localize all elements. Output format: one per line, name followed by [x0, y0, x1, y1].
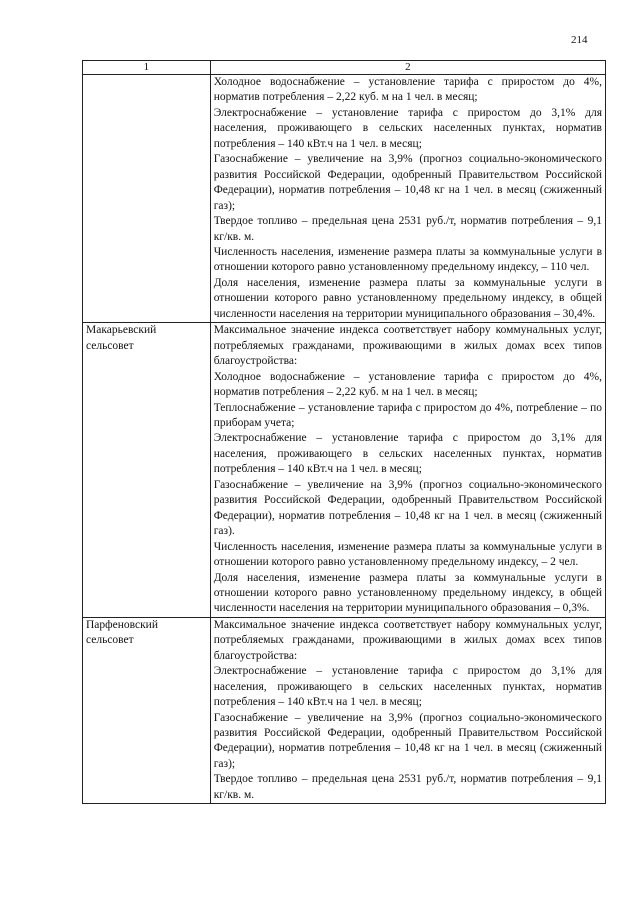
row-name: Макарьевский сельсовет — [83, 323, 211, 618]
paragraph: Доля населения, изменение размера платы за коммунальные услуги в отношении которого равно установленному предельному индексу, в общей численности населения на территории муниципального образования – 0,3%. — [213, 571, 602, 615]
paragraph: Численность населения, изменение размера платы за коммунальные услуги в отношении которого равно установленному предельному индексу, – 110 чел. — [213, 245, 602, 274]
paragraph: Численность населения, изменение размера платы за коммунальные услуги в отношении которого равно установленному предельному индексу, – 2 чел. — [213, 540, 602, 569]
paragraph: Электроснабжение – установление тарифа с приростом до 3,1% для населения, проживающего в сельских населенных пунктах, норматив потребления – 140 кВт.ч на 1 чел. в месяц; — [213, 665, 602, 709]
paragraph: Твердое топливо – предельная цена 2531 руб./т, норматив потребления – 9,1 кг/кв. м. — [213, 773, 602, 801]
paragraph: Доля населения, изменение размера платы за коммунальные услуги в отношении которого равно установленному предельному индексу, в общей численности населения на территории муниципального образования – 30,4%. — [213, 276, 602, 320]
paragraph: Холодное водоснабжение – установление тарифа с приростом до 4%, норматив потребления – 2,22 куб. м на 1 чел. в месяц; — [213, 76, 602, 104]
paragraph: Холодное водоснабжение – установление тарифа с приростом до 4%, норматив потребления – 2,22 куб. м на 1 чел. в месяц; — [213, 370, 602, 399]
paragraph: Теплоснабжение – установление тарифа с приростом до 4%, потребление – по приборам учета; — [213, 401, 602, 429]
paragraph: Газоснабжение – увеличение на 3,9% (прогноз социально-экономического развития Российской Федерации, одобренный Правительством Российской Федерации), норматив потребления – 10,48 кг на 1 чел. в месяц (сжиженный газ); — [213, 153, 602, 212]
paragraph: Газоснабжение – увеличение на 3,9% (прогноз социально-экономического развития Российской Федерации, одобренный Правительством Российской Федерации), норматив потребления – 10,48 кг на 1 чел. в месяц (сжиженный газ); — [213, 711, 602, 770]
column-header-2: 2 — [210, 61, 605, 75]
paragraph: Максимальное значение индекса соответствует набору коммунальных услуг, потребляемых гражданами, проживающими в жилых домах всех типов благоустройства: — [213, 618, 602, 662]
paragraph: Газоснабжение – увеличение на 3,9% (прогноз социально-экономического развития Российской Федерации, одобренный Правительством Российской Федерации), норматив потребления – 10,48 кг на 1 чел. в месяц (сжиженный газ). — [213, 478, 602, 538]
row-name — [83, 75, 211, 323]
paragraph: Электроснабжение – установление тарифа с приростом до 3,1% для населения, проживающего в сельских населенных пунктах, норматив потребления – 140 кВт.ч на 1 чел. в месяц; — [213, 432, 602, 476]
paragraph: Электроснабжение – установление тарифа с приростом до 3,1% для населения, проживающего в сельских населенных пунктах, норматив потребления – 140 кВт.ч на 1 чел. в месяц; — [213, 106, 602, 150]
paragraph: Максимальное значение индекса соответствует набору коммунальных услуг, потребляемых гражданами, проживающими в жилых домах всех типов благоустройства: — [213, 324, 602, 368]
paragraph: Твердое топливо – предельная цена 2531 руб./т, норматив потребления – 9,1 кг/кв. м. — [213, 215, 602, 243]
table-row — [83, 617, 606, 803]
row-content — [210, 617, 605, 803]
table-row — [83, 75, 606, 323]
document-table — [82, 60, 606, 804]
column-header-1: 1 — [83, 61, 211, 75]
row-content — [210, 75, 605, 323]
table-row — [83, 323, 606, 618]
row-name: Парфеновский сельсовет — [83, 617, 211, 803]
table-header-row — [83, 61, 606, 75]
page-number: 214 — [571, 34, 588, 46]
row-content — [210, 323, 605, 618]
